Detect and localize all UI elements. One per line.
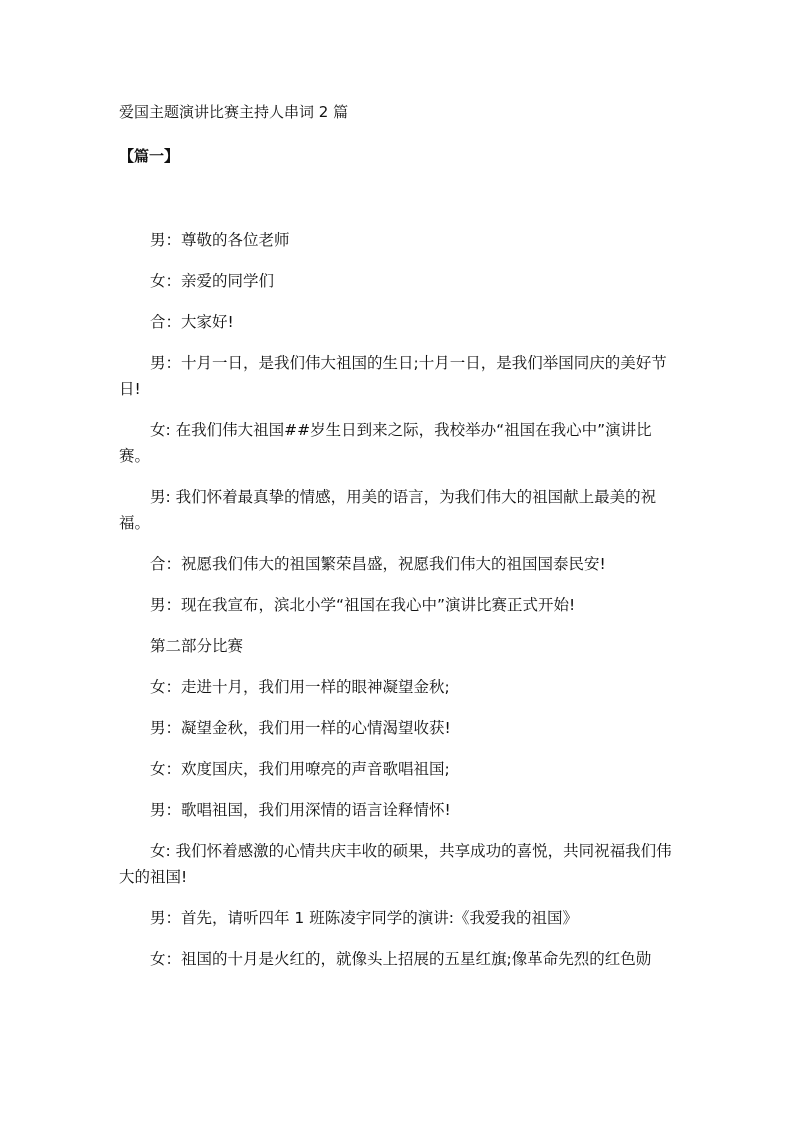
paragraph: 女：祖国的十月是火红的，就像头上招展的五星红旗;像革命先烈的红色勋 xyxy=(150,950,652,968)
subheading: 第二部分比赛 xyxy=(150,637,244,655)
paragraph: 女：走进十月，我们用一样的眼神凝望金秋; xyxy=(150,678,450,696)
paragraph: 男：首先，请听四年 1 班陈凌宇同学的演讲:《我爱我的祖国》 xyxy=(150,909,578,927)
paragraph: 男：歌唱祖国，我们用深情的语言诠释情怀! xyxy=(150,801,451,819)
paragraph: 合：祝愿我们伟大的祖国繁荣昌盛，祝愿我们伟大的祖国国泰民安! xyxy=(150,555,606,573)
paragraph: 男: 我们怀着最真挚的情感，用美的语言，为我们伟大的祖国献上最美的祝福。 xyxy=(119,488,657,532)
paragraph: 男：现在我宣布，滨北小学“祖国在我心中”演讲比赛正式开始! xyxy=(150,596,576,614)
paragraph: 女：欢度国庆，我们用嘹亮的声音歌唱祖国; xyxy=(150,760,450,778)
paragraph: 男：凝望金秋，我们用一样的心情渴望收获! xyxy=(150,719,451,737)
paragraph: 女: 在我们伟大祖国##岁生日到来之际，我校举办“祖国在我心中”演讲比赛。 xyxy=(119,421,652,465)
paragraph: 男：尊敬的各位老师 xyxy=(150,231,290,249)
paragraph: 女: 我们怀着感激的心情共庆丰收的硕果，共享成功的喜悦，共同祝福我们伟大的祖国! xyxy=(119,842,672,886)
paragraph: 女：亲爱的同学们 xyxy=(150,272,275,290)
document-body xyxy=(119,227,677,987)
document-title: 爱国主题演讲比赛主持人串词 2 篇 xyxy=(119,103,349,121)
section-heading: 【篇一】 xyxy=(119,147,180,165)
paragraph: 合：大家好! xyxy=(150,313,234,331)
paragraph: 男：十月一日，是我们伟大祖国的生日;十月一日，是我们举国同庆的美好节日! xyxy=(119,354,667,398)
